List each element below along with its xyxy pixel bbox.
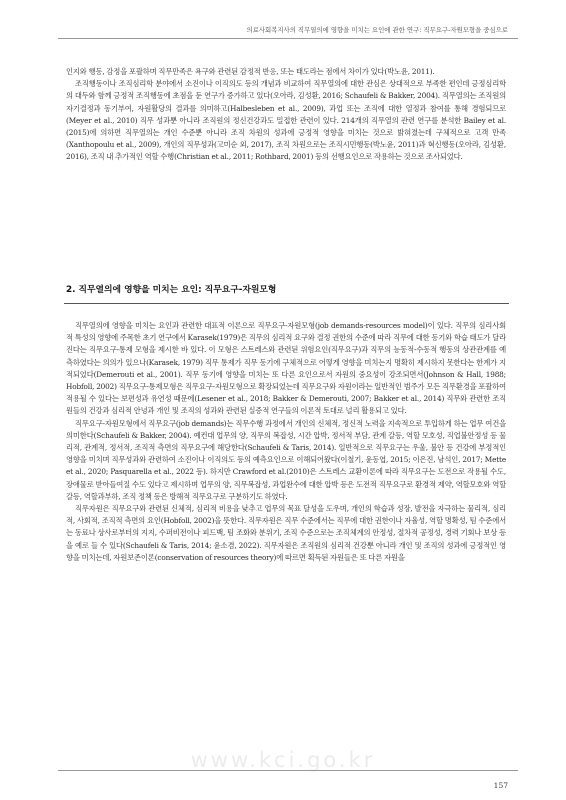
paragraph: 직무자원은 직무요구와 관련된 신체적, 심리적 비용을 낮추고 업무의 목표 달성을 도우며, 개인의 학습과 성장, 발전을 자극하는 물리적, 심리적, 사회적, 조직적 측면의 요인(Hobfoll, 2002)을 뜻한다. 직무자원은 직무 수준에서는 직무에 대한 권한이나 자율성, 역할 명확성, 팀 수준에서는 동료나 상사로부터의 지지, 수퍼비전이나 피드백, 팀 조화와 분위기, 조직 수준으로는 조직체계의 안정성, 절차적 공정성, 경력 기회나 보상 등을 예로 들 수 있다(Schaufeli & Taris, 2014; 윤소겸, 2022). 직무자원은 조직원의 심리적 건강뿐 아니라 개인 및 조직의 성과에 긍정적인 영향을 미치는데, 자원보존이론(conservation of resources theory)에 따르면 획득된 자원들은 또 다른 자원을 xyxy=(66,504,506,562)
section-rule xyxy=(64,303,509,304)
running-header: 의료사회복지사의 직무열의에 영향을 미치는 요인에 관한 연구: 직무요구-자원모형을 중심으로 xyxy=(246,26,508,34)
header-rule xyxy=(58,38,518,39)
watermark: www.kci.go.kr xyxy=(190,748,376,772)
footer-rule xyxy=(58,770,518,771)
paragraph: 조직행동이나 조직심리학 분야에서 소진이나 이직의도 등의 개념과 비교하여 직무열의에 대한 관심은 상대적으로 부족한 편인데 긍정심리학의 대두와 함께 긍정적 조직행동에 초점을 둔 연구가 증가하고 있다(오아라, 김성환, 2016; Schaufeli & Bakker, 2004). 직무열의는 조직원의 자기결정과 동기부여, 자원활당의 결과를 의미하고(Halbesleben et al., 2009), 과업 또는 조직에 대한 열정과 참여를 통해 경험되므로(Meyer et al., 2010) 직무 성과뿐 아니라 조직원의 정신건강과도 밀접한 관련이 있다. 214개의 직무열의 관련 연구를 분석한 Bailey et al.(2015)에 의하면 직무열의는 개인 수준뿐 아니라 조직 차원의 성과에 긍정적 영향을 미치는 것으로 밝혀졌는데 구체적으로 고객 만족(Xanthopoulu et al., 2009), 개인의 직무성과(고미순 외, 2017), 조직 차원으로는 조직시민행동(박노윤, 2011)과 혁신행동(오아라, 김성환, 2016), 조직 내 추가적인 역할 수행(Christian et al., 2011; Rothbard, 2001) 등의 선행요인으로 작용하는 것으로 조사되었다. xyxy=(66,79,506,162)
page-number: 157 xyxy=(493,781,508,790)
body-text-top xyxy=(66,66,506,164)
paragraph-continued: 인지와 행동, 감정을 포괄하며 직무만족은 욕구와 관련된 감정적 반응, 또는 태도라는 점에서 차이가 있다(박노윤, 2011). xyxy=(66,67,435,76)
body-text-bottom xyxy=(66,320,506,564)
section-heading: 2. 직무열의에 영향을 미치는 요인: 직무요구-자원모형 xyxy=(66,285,277,295)
paragraph: 직무요구-자원모형에서 직무요구(job demands)는 직무수행 과정에서 개인의 신체적, 정신적 노력을 지속적으로 투입하게 하는 업무 여건을 의미한다(Schaufeli & Bakker, 2004). 예컨대 업무의 양, 직무의 복잡성, 시간 압박, 정서적 부담, 관계 갈등, 역할 모호성, 직업불안정성 등 물리적, 관계적, 정서적, 조직적 측면의 직무요구에 해당한다(Schaufeli & Taris, 2014). 일반적으로 직무요구는 우울, 불안 등 건강에 부정적인 영향을 미치며 직무성과와 관련하여 소진이나 이직의도 등의 예측요인으로 이해되어왔다(이철기, 윤동엽, 2015; 이은진, 남석인, 2017; Mette et al., 2020; Pasquarella et al., 2022 등). 하지만 Crawford et al.(2010)은 스트레스 교환이론에 따라 직무요구는 도전으로 작용될 수도, 장애물로 받아들여질 수도 있다고 제시하며 업무의 양, 직무복잡성, 과업완수에 대한 압박 등은 도전적 직무요구로 환경적 제약, 역할모호와 역할갈등, 역할과부하, 조직 정책 등은 방해적 직무요구로 구분하기도 하였다. xyxy=(66,418,506,501)
paragraph: 직무열의에 영향을 미치는 요인과 관련한 대표적 이론으로 직무요구-자원모형(job demands-resources model)이 있다. 직무의 심리사회적 특성의 영향에 주목한 초기 연구에서 Karasek(1979)은 직무의 심리적 요구와 결정 권한의 수준에 따라 직무에 대한 동기와 학습 태도가 달라진다는 직무요구-통제 모형을 제시한 바 있다. 이 모형은 스트레스와 관련된 위험요인(직무요구)과 직무의 능동적-수동적 행동의 상관관계를 예측하였다는 의의가 있으나(Karasek, 1979) 직무 통제가 직무 동기에 구체적으로 어떻게 영향을 미치는지 명확히 제시하지 못한다는 한계가 지적되었다(Demerouti et al., 2001). 직무 동기에 영향을 미치는 또 다른 요인으로서 자원의 중요성이 강조되면서(Johnson & Hall, 1988; Hobfoll, 2002) 직무요구-통제모형은 직무요구-자원모형으로 확장되었는데 직무요구와 자원이라는 일반적인 범주가 모든 직무환경을 포괄하여 적용될 수 있다는 보편성과 유연성 때문에(Lesener et al., 2018; Bakker & Demerouti, 2007; Bakker et al., 2014) 직무와 관련한 조직원들의 건강과 심리적 안녕과 개인 및 조직의 성과와 관련된 실증적 연구들의 이론적 토대로 널리 활용되고 있다. xyxy=(66,321,506,416)
